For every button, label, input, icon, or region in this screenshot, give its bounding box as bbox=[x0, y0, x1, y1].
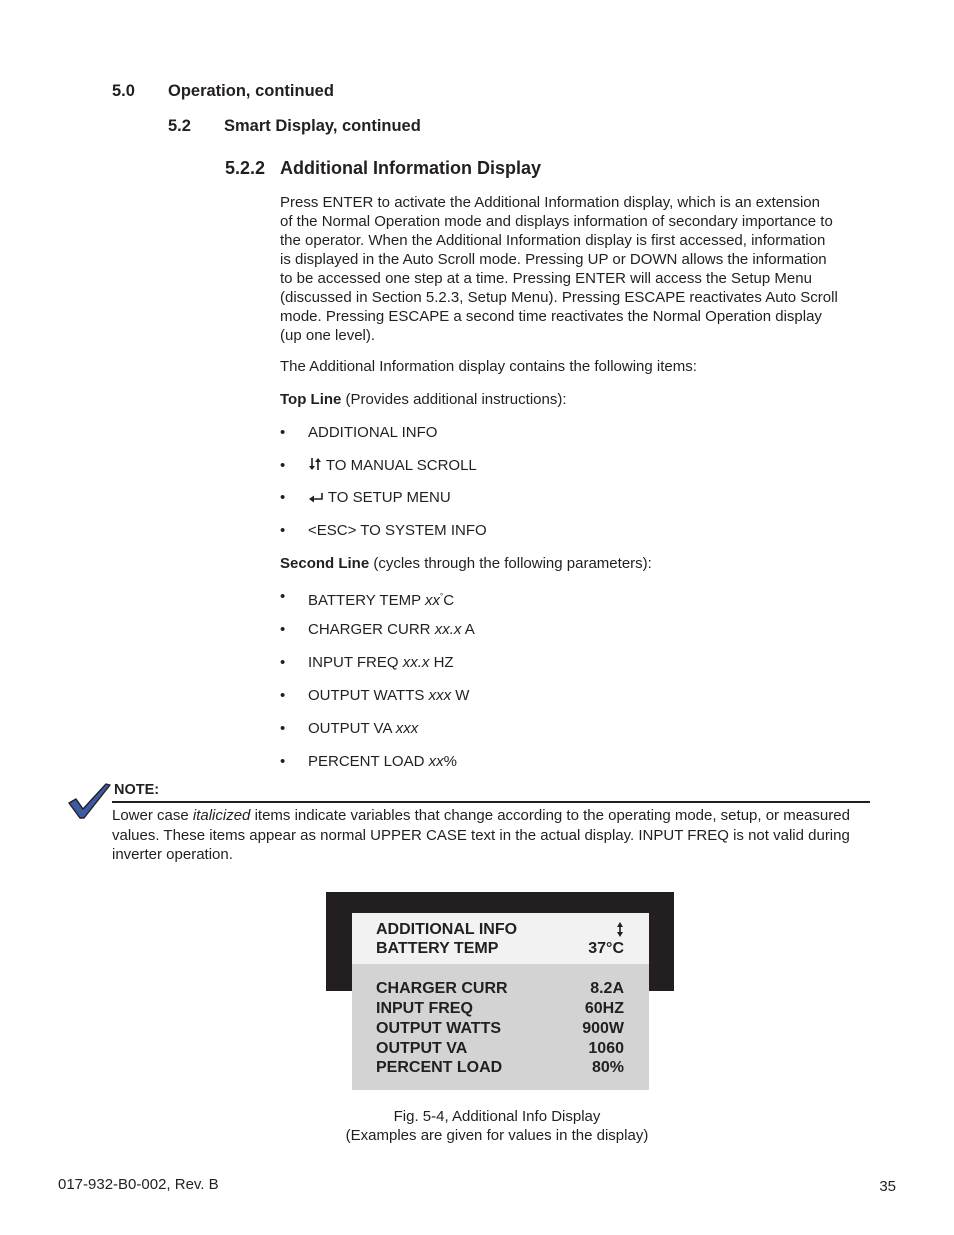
second-line-label: Second Line bbox=[280, 555, 370, 572]
intro-paragraph bbox=[280, 193, 838, 345]
param-variable: xxx bbox=[395, 720, 419, 737]
subsubsection-number: 5.2.2 bbox=[225, 158, 266, 178]
param-variable: xx bbox=[428, 753, 444, 770]
param-unit: HZ bbox=[429, 654, 454, 671]
bullet-text: ADDITIONAL INFO bbox=[308, 424, 438, 441]
param-unit: % bbox=[443, 753, 457, 770]
second-line-heading bbox=[280, 554, 652, 573]
subsection-title: Smart Display, continued bbox=[224, 117, 421, 135]
lcd-label: BATTERY TEMP bbox=[376, 940, 499, 957]
up-down-arrows-icon bbox=[308, 457, 322, 471]
caption-line: Fig. 5-4, Additional Info Display bbox=[393, 1108, 601, 1125]
param-variable: xx.x bbox=[402, 654, 430, 671]
lcd-label: CHARGER CURR bbox=[376, 980, 508, 997]
footer-page-number: 35 bbox=[879, 1178, 896, 1195]
note-text: Lower case italicized items indicate variables that change according to the operating mode, setup, or measured values. These items appear as normal UPPER CASE text in the actual display. INPUT FREQ is not valid during inverter operation. bbox=[112, 807, 850, 863]
contains-paragraph: The Additional Information display contains the following items: bbox=[280, 358, 697, 375]
param-name: INPUT FREQ bbox=[308, 654, 403, 671]
second-line-desc: (cycles through the following parameters): bbox=[369, 555, 652, 572]
param-name: OUTPUT VA bbox=[308, 720, 396, 737]
lcd-value: 900W bbox=[582, 1020, 624, 1037]
degree-sign: ° bbox=[439, 592, 444, 601]
intro-line: Press ENTER to activate the Additional Information display, which is an extension bbox=[280, 194, 820, 211]
lcd-value: 80% bbox=[591, 1059, 624, 1076]
param-name: PERCENT LOAD bbox=[308, 753, 429, 770]
figure-caption bbox=[300, 1107, 694, 1145]
intro-line: to be accessed one step at a time. Pressing ENTER will access the Setup Menu bbox=[280, 270, 812, 287]
param-variable: xxx bbox=[428, 687, 452, 704]
intro-line: mode. Pressing ESCAPE a second time reactivates the Normal Operation display bbox=[280, 308, 822, 325]
param-name: CHARGER CURR bbox=[308, 621, 435, 638]
section-heading-5-2-2 bbox=[225, 158, 542, 179]
caption-line: (Examples are given for values in the display) bbox=[345, 1127, 649, 1144]
intro-line: (up one level). bbox=[280, 327, 376, 344]
top-line-heading bbox=[280, 390, 567, 409]
param-unit: W bbox=[451, 687, 470, 704]
scroll-arrows-icon bbox=[616, 922, 624, 937]
subsection-number: 5.2 bbox=[168, 117, 191, 135]
intro-line: of the Normal Operation mode and displays information of secondary importance to bbox=[280, 213, 833, 230]
section-number: 5.0 bbox=[112, 82, 135, 100]
lcd-label: PERCENT LOAD bbox=[376, 1059, 503, 1076]
section-title: Operation, continued bbox=[168, 82, 334, 100]
intro-line: the operator. When the Additional Information display is first accessed, information bbox=[280, 232, 826, 249]
bullet-text: TO SETUP MENU bbox=[324, 489, 451, 506]
top-line-desc: (Provides additional instructions): bbox=[341, 391, 567, 408]
intro-line: is displayed in the Auto Scroll mode. Pressing UP or DOWN allows the information bbox=[280, 251, 827, 268]
bullet-text: <ESC> TO SYSTEM INFO bbox=[308, 522, 487, 539]
section-heading-5-0 bbox=[112, 82, 334, 101]
lcd-label: INPUT FREQ bbox=[376, 1000, 473, 1017]
enter-arrow-icon bbox=[308, 491, 324, 503]
top-line-label: Top Line bbox=[280, 391, 342, 408]
lcd-label: ADDITIONAL INFO bbox=[376, 921, 518, 938]
lcd-value: 60HZ bbox=[584, 1000, 624, 1017]
checkmark-icon bbox=[66, 781, 112, 821]
lcd-value: 8.2A bbox=[590, 980, 624, 997]
footer-doc-number: 017-932-B0-002, Rev. B bbox=[58, 1176, 219, 1193]
param-name: OUTPUT WATTS bbox=[308, 687, 429, 704]
param-unit: C bbox=[443, 592, 455, 609]
param-unit: A bbox=[461, 621, 475, 638]
note-divider bbox=[112, 801, 870, 803]
section-heading-5-2 bbox=[168, 117, 421, 136]
bullet-text: TO MANUAL SCROLL bbox=[322, 457, 477, 474]
param-variable: xx bbox=[424, 592, 440, 609]
lcd-value: 37°C bbox=[588, 940, 624, 957]
param-variable: xx.x bbox=[434, 621, 462, 638]
intro-line: (discussed in Section 5.2.3, Setup Menu). Pressing ESCAPE reactivates Auto Scroll bbox=[280, 289, 838, 306]
lcd-label: OUTPUT WATTS bbox=[376, 1020, 502, 1037]
lcd-label: OUTPUT VA bbox=[376, 1040, 468, 1057]
lcd-value: 1060 bbox=[588, 1040, 624, 1057]
note-label: NOTE: bbox=[114, 782, 160, 798]
subsubsection-title: Additional Information Display bbox=[280, 158, 542, 178]
param-name: BATTERY TEMP bbox=[308, 592, 425, 609]
